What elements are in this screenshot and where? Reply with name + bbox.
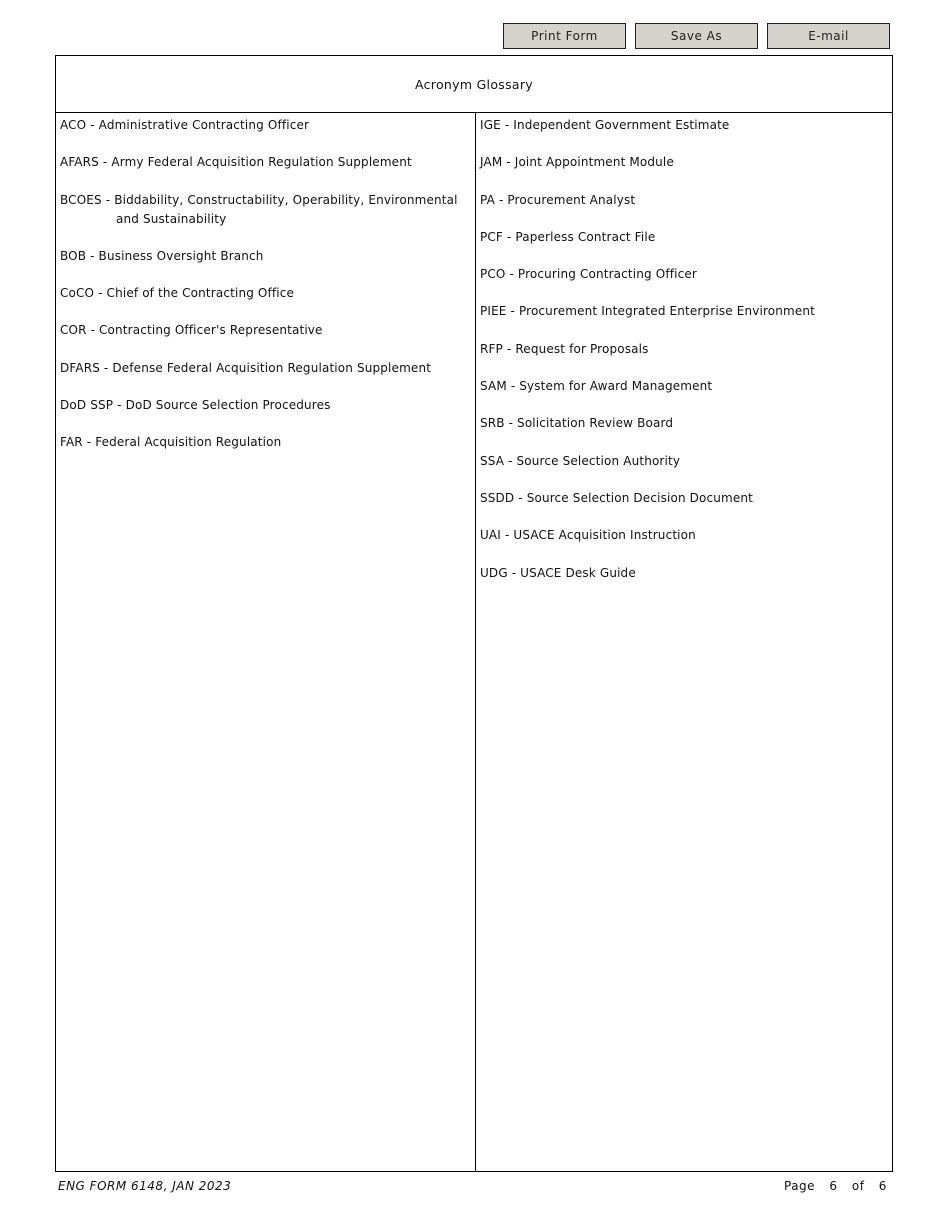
glossary-entry: CoCO - Chief of the Contracting Office <box>60 286 295 301</box>
page-indicator <box>784 1179 897 1193</box>
page-label: Page <box>784 1179 816 1193</box>
glossary-entry: FAR - Federal Acquisition Regulation <box>60 435 282 450</box>
glossary-entry: COR - Contracting Officer's Representative <box>60 323 323 338</box>
glossary-entry: SRB - Solicitation Review Board <box>480 416 674 431</box>
glossary-frame <box>55 55 893 1172</box>
glossary-entry: SAM - System for Award Management <box>480 379 713 394</box>
save-as-button[interactable]: Save As <box>635 23 758 49</box>
glossary-entry: UAI - USACE Acquisition Instruction <box>480 528 696 543</box>
glossary-entry: PIEE - Procurement Integrated Enterprise Environment <box>480 304 816 319</box>
of-label: of <box>851 1179 865 1193</box>
glossary-entry: BOB - Business Oversight Branch <box>60 248 264 263</box>
glossary-entry: IGE - Independent Government Estimate <box>480 118 730 132</box>
toolbar <box>503 23 899 49</box>
glossary-entry: SSA - Source Selection Authority <box>480 453 681 468</box>
glossary-entry: SSDD - Source Selection Decision Document <box>480 490 754 505</box>
glossary-right-column <box>476 113 892 1172</box>
glossary-left-column <box>56 113 476 1172</box>
glossary-entry: BCOES - Biddability, Constructability, Operability, Environmental and Sustainability <box>60 192 458 226</box>
glossary-entry: DoD SSP - DoD Source Selection Procedures <box>60 398 331 413</box>
glossary-entry: PA - Procurement Analyst <box>480 192 636 207</box>
glossary-title: Acronym Glossary <box>56 56 892 113</box>
glossary-entry: ACO - Administrative Contracting Officer <box>60 118 310 132</box>
glossary-entry: PCO - Procuring Contracting Officer <box>480 267 697 282</box>
glossary-entry: DFARS - Defense Federal Acquisition Regulation Supplement <box>60 360 432 375</box>
form-identifier: ENG FORM 6148, JAN 2023 <box>58 1179 232 1193</box>
page-current: 6 <box>829 1179 838 1193</box>
glossary-entry: PCF - Paperless Contract File <box>480 229 656 244</box>
glossary-entry: AFARS - Army Federal Acquisition Regulation Supplement <box>60 155 412 170</box>
page-total: 6 <box>878 1179 887 1193</box>
glossary-entry: RFP - Request for Proposals <box>480 341 649 356</box>
glossary-entry: UDG - USACE Desk Guide <box>480 565 636 580</box>
email-button[interactable]: E-mail <box>767 23 890 49</box>
glossary-columns <box>56 113 892 1172</box>
print-form-button[interactable]: Print Form <box>503 23 626 49</box>
glossary-entry: JAM - Joint Appointment Module <box>480 155 674 170</box>
